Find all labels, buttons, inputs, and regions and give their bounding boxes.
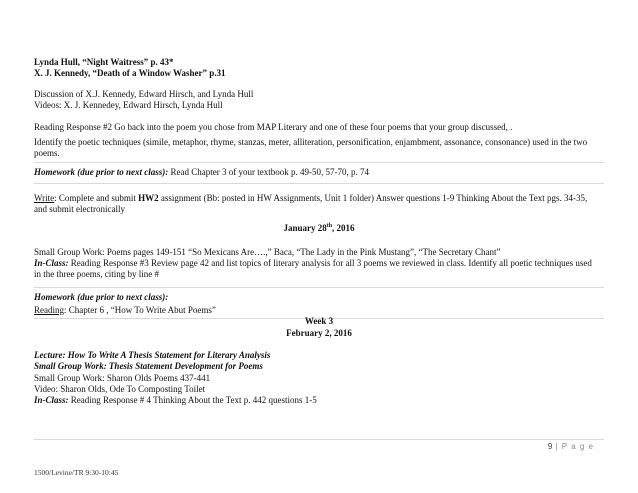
week-heading: Week 3 bbox=[304, 316, 334, 326]
lecture-title: Lecture: How To Write A Thesis Statement for Literary Analysis bbox=[34, 350, 271, 360]
in-class-label: In-Class: bbox=[34, 258, 69, 268]
homework-1 bbox=[34, 167, 594, 178]
date-heading-feb-2: February 2, 2016 bbox=[286, 328, 352, 338]
date-superscript: th bbox=[326, 223, 333, 229]
reading-assignment bbox=[34, 305, 594, 316]
discussion-line: Discussion of X.J. Kennedy, Edward Hirsch, and Lynda Hull bbox=[34, 89, 254, 99]
small-group-thesis: Small Group Work: Thesis Statement Development for Poems bbox=[34, 361, 263, 371]
divider bbox=[34, 162, 604, 163]
reading-text: : Chapter 6 , “How To Write Abut Poems” bbox=[64, 305, 216, 315]
in-class-1 bbox=[34, 258, 594, 280]
write-text-post: assignment (Bb: posted in HW Assignments, Unit 1 folder) Answer questions 1-9 Thinking About the Text pgs. 34-35, and submit electronically bbox=[34, 193, 588, 214]
write-assignment bbox=[34, 193, 594, 215]
page-label: | P a g e bbox=[552, 442, 594, 451]
divider bbox=[34, 287, 604, 288]
divider bbox=[34, 183, 604, 184]
footer-divider bbox=[34, 439, 604, 440]
write-text-pre: : Complete and submit bbox=[54, 193, 139, 203]
homework-2-label: Homework (due prior to next class): bbox=[34, 292, 169, 302]
in-class-label: In-Class: bbox=[34, 395, 69, 405]
date-text: January 28 bbox=[283, 223, 327, 233]
small-group-olds: Small Group Work: Sharon Olds Poems 437-441 bbox=[34, 373, 211, 383]
reading-item-kennedy: X. J. Kennedy, “Death of a Window Washer” p.31 bbox=[34, 68, 226, 78]
reading-response-2: Reading Response #2 Go back into the poem you chose from MAP Literary and one of these four poems that your group discussed, . bbox=[34, 122, 513, 132]
homework-label: Homework (due prior to next class): bbox=[34, 167, 169, 177]
poetic-techniques-instructions: Identify the poetic techniques (simile, metaphor, rhyme, stanzas, meter, alliteration, personification, enjambment, assonance, consonance) used in the two poems. bbox=[34, 137, 588, 158]
small-group-work-poems: Small Group Work: Poems pages 149-151 “So Mexicans Are….,” Baca, “The Lady in the Pink Mustang”, “The Secretary Chant” bbox=[34, 247, 501, 257]
in-class-text: Reading Response # 4 Thinking About the Text p. 442 questions 1-5 bbox=[68, 395, 317, 405]
videos-line: Videos: X. J. Kennedey, Edward Hirsch, Lynda Hull bbox=[34, 100, 223, 110]
footer-course-info: 1500/Levine/TR 9:30-10:45 bbox=[34, 468, 119, 477]
date-heading-jan-28 bbox=[34, 223, 604, 234]
reading-label: Reading bbox=[34, 305, 64, 315]
homework-text: Read Chapter 3 of your textbook p. 49-50, 57-70, p. 74 bbox=[168, 167, 369, 177]
write-label: Write bbox=[34, 193, 55, 203]
hw2-label: HW2 bbox=[138, 193, 159, 203]
in-class-text: Reading Response #3 Review page 42 and list topics of literary analysis for all 3 poems we reviewed in class. Identify all poetic techniques used in the three poems, citing by line # bbox=[34, 258, 592, 279]
date-year: , 2016 bbox=[332, 223, 355, 233]
in-class-2 bbox=[34, 395, 594, 406]
reading-item-hull: Lynda Hull, “Night Waitress” p. 43* bbox=[34, 57, 174, 67]
video-olds: Video: Sharon Olds, Ode To Composting Toilet bbox=[34, 384, 206, 394]
page-number-value: 9 bbox=[547, 442, 553, 451]
page-number bbox=[548, 442, 594, 451]
